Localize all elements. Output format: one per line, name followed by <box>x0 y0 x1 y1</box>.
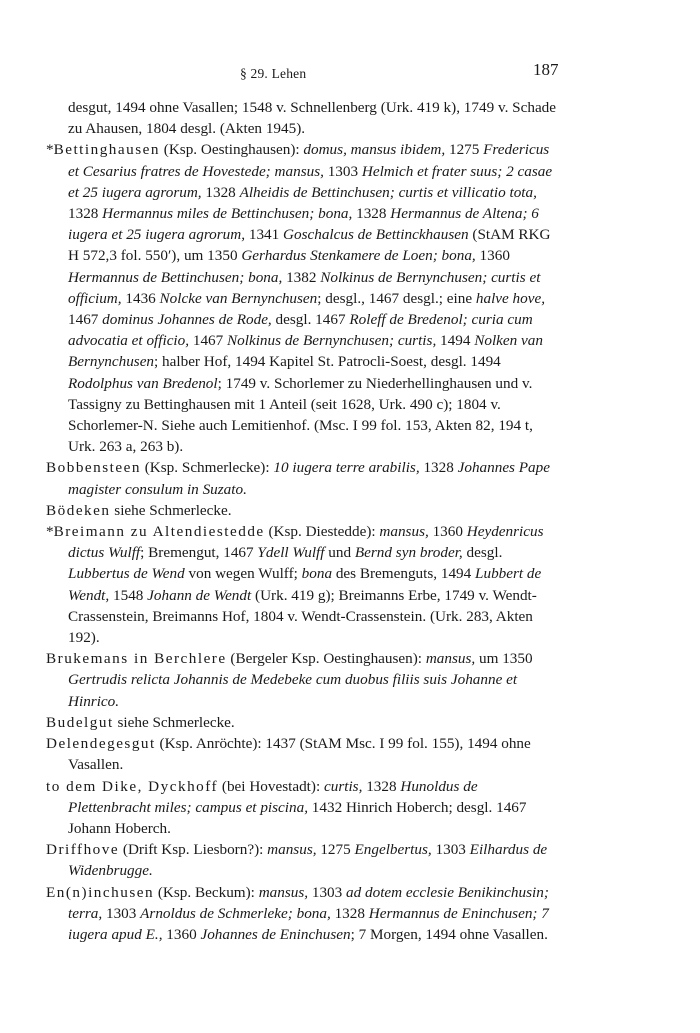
latin-quote: Nolkinus de Bernynchusen; curtis, <box>227 332 437 350</box>
place-name: Bobbensteen <box>46 459 141 477</box>
register-entry <box>46 882 561 946</box>
latin-quote: Rodolphus van Bredenol <box>68 374 218 392</box>
latin-quote: Hunoldus de Plettenbracht miles; campus et piscina, <box>68 777 478 816</box>
entry-text: ; 1749 v. Schorlemer zu Niederhellinghausen und v. Tassigny zu Bettinghausen mit 1 Anteil (seit 1628, Urk. 490 c); 1804 v. Schorlemer-N. Siehe auch Lemitienhof. (Msc. I 99 fol. 153, Akten 82, 194 t, Urk. 263 a, 263 b). <box>68 374 533 456</box>
register-entry <box>46 457 561 499</box>
latin-quote: Roleff de Bredenol; curia cum advocatia et officio, <box>68 311 533 350</box>
latin-quote: 10 iugera terre arabilis, <box>273 459 420 477</box>
latin-quote: Arnoldus de Schmerleke; bona, <box>140 904 331 922</box>
entry-text: (StAM RKG H 572,3 fol. 550′), um 1350 <box>68 226 551 265</box>
latin-quote: ad dotem ecclesie Benikinchusin; terra, <box>68 883 549 922</box>
latin-quote: Hermannus miles de Bettinchusen; bona, <box>102 205 353 223</box>
register-entry <box>46 839 561 881</box>
latin-quote: domus, mansus ibidem, <box>303 141 446 159</box>
entry-text: 1303 <box>102 904 141 922</box>
register-entry <box>46 521 561 648</box>
latin-quote: halve hove, <box>475 289 546 307</box>
entry-text: 1432 Hinrich Hoberch; desgl. 1467 Johann Hoberch. <box>68 798 527 837</box>
entry-text: 1303 <box>431 841 470 859</box>
entry-text: (bei Hovestadt): <box>218 777 324 795</box>
entry-text: 1548 <box>109 586 148 604</box>
page-header <box>0 58 700 82</box>
latin-quote: curtis, <box>323 777 363 795</box>
latin-quote: Helmich et frater suus; 2 casae et 25 iugera agrorum, <box>68 162 553 201</box>
running-head: § 29. Lehen <box>240 66 307 81</box>
latin-quote: mansus, <box>267 841 317 859</box>
entry-text: 1303 <box>308 883 347 901</box>
entry-text: desgl. <box>462 544 503 562</box>
latin-quote: Lubbertus de Wend <box>68 565 185 583</box>
latin-quote: Johannes Pape magister consulum in Suzato. <box>68 459 550 498</box>
fief-register-text <box>46 97 561 945</box>
entry-text: von wegen Wulff; <box>184 565 302 583</box>
entry-text: 1467 <box>68 311 103 329</box>
entry-text: * <box>46 141 54 159</box>
entry-text: 1328 <box>419 459 458 477</box>
place-name: En(n)inchusen <box>46 883 155 901</box>
entry-continuation <box>46 97 561 139</box>
entry-text: desgut, 1494 ohne Vasallen; 1548 v. Schnellenberg (Urk. 419 k), 1749 v. Schade zu Ahausen, 1804 desgl. (Akten 1945). <box>68 99 557 138</box>
latin-quote: Engelbertus, <box>354 841 432 859</box>
place-name: to dem Dike, Dyckhoff <box>46 777 219 795</box>
latin-quote: bona <box>301 565 333 583</box>
place-name: Bödeken <box>46 501 111 519</box>
entry-text: und <box>324 544 355 562</box>
entry-text: 1341 <box>245 226 284 244</box>
place-name: Brukemans in Berchlere <box>46 650 227 668</box>
entry-text: des Bremenguts, 1494 <box>332 565 476 583</box>
latin-quote: Eilhardus de Widenbrugge. <box>68 841 548 880</box>
entry-text: 1328 <box>201 183 240 201</box>
entry-text: 1382 <box>282 268 321 286</box>
entry-text: ; desgl., 1467 desgl.; eine <box>317 289 476 307</box>
entry-text: 1436 <box>121 289 160 307</box>
latin-quote: mansus, <box>258 883 309 901</box>
latin-quote: Johann de Wendt <box>147 586 252 604</box>
latin-quote: dominus Johannes de Rode, <box>102 311 272 329</box>
entry-text: (Drift Ksp. Liesborn?): <box>119 841 268 859</box>
entry-text: 1328 <box>68 205 103 223</box>
entry-text: ; Bremengut, 1467 <box>140 544 258 562</box>
entry-text: siehe Schmerlecke. <box>113 713 235 731</box>
latin-quote: Hermannus de Bettinchusen; bona, <box>68 268 283 286</box>
entry-text: 1328 <box>362 777 401 795</box>
entry-text: 1275 <box>316 841 355 859</box>
latin-quote: Gerhardus Stenkamere de Loen; bona, <box>241 247 476 265</box>
entry-text: (Ksp. Oestinghausen): <box>159 141 304 159</box>
latin-quote: Alheidis de Bettinchusen; curtis et villicatio tota, <box>239 183 537 201</box>
register-entry <box>46 733 561 775</box>
latin-quote: Johannes de Eninchusen <box>200 925 351 943</box>
latin-quote: mansus, <box>425 650 476 668</box>
register-entry <box>46 500 561 521</box>
entry-text: 1360 <box>475 247 510 265</box>
entry-text: 1360 <box>428 523 467 541</box>
latin-quote: Lubbert de Wendt, <box>68 565 542 604</box>
entry-text: desgl. 1467 <box>271 311 350 329</box>
place-name: Driffhove <box>46 841 120 859</box>
latin-quote: Hermannus de Eninchusen; 7 iugera apud E., <box>68 904 549 943</box>
entry-text: 1494 <box>436 332 475 350</box>
page-number: 187 <box>533 60 559 79</box>
entry-text: 1360 <box>162 925 201 943</box>
latin-quote: Hermannus de Altena; 6 iugera et 25 iugera agrorum, <box>68 205 539 244</box>
entry-text: ; halber Hof, 1494 Kapitel St. Patrocli-Soest, desgl. 1494 <box>154 353 501 371</box>
latin-quote: Fredericus et Cesarius fratres de Hovestede; mansus, <box>68 141 550 180</box>
latin-quote: mansus, <box>379 523 429 541</box>
entry-text: 1275 <box>445 141 484 159</box>
latin-quote: Nolken van Bernynchusen <box>68 332 543 371</box>
entry-text: siehe Schmerlecke. <box>110 501 232 519</box>
latin-quote: Ydell Wulff <box>257 544 325 562</box>
entry-text: 1303 <box>323 162 362 180</box>
latin-quote: Gertrudis relicta Johannis de Medebeke cum duobus filiis suis Johanne et Hinrico. <box>68 671 518 710</box>
place-name: Breimann zu Altendiestedde <box>53 523 265 541</box>
entry-text: (Bergeler Ksp. Oestinghausen): <box>226 650 426 668</box>
entry-text: * <box>46 523 54 541</box>
latin-quote: Heydenricus dictus Wulff <box>68 523 544 562</box>
register-entry <box>46 712 561 733</box>
entry-text: (Urk. 419 g); Breimanns Erbe, 1749 v. Wendt-Crassenstein, Breimanns Hof, 1804 v. Wendt-Crassenstein. (Urk. 283, Akten 192). <box>68 586 537 647</box>
place-name: Bettinghausen <box>53 141 160 159</box>
place-name: Delendegesgut <box>46 735 156 753</box>
entry-text: (Ksp. Anröchte): 1437 (StAM Msc. I 99 fol. 155), 1494 ohne Vasallen. <box>68 735 531 774</box>
entry-text: (Ksp. Beckum): <box>154 883 259 901</box>
latin-quote: Goschalcus de Bettinckhausen <box>283 226 469 244</box>
register-entry <box>46 139 561 457</box>
latin-quote: Nolcke van Bernynchusen <box>159 289 318 307</box>
place-name: Budelgut <box>46 713 114 731</box>
entry-text: um 1350 <box>475 650 533 668</box>
entry-text: (Ksp. Schmerlecke): <box>140 459 274 477</box>
latin-quote: Bernd syn broder, <box>354 544 463 562</box>
register-entry <box>46 776 561 840</box>
entry-text: 1467 <box>189 332 228 350</box>
latin-quote: Nolkinus de Bernynchusen; curtis et officium, <box>68 268 541 307</box>
entry-text: 1328 <box>330 904 369 922</box>
entry-text: (Ksp. Diestedde): <box>264 523 380 541</box>
entry-text: 1328 <box>352 205 391 223</box>
entry-text: ; 7 Morgen, 1494 ohne Vasallen. <box>350 925 548 943</box>
register-entry <box>46 648 561 712</box>
